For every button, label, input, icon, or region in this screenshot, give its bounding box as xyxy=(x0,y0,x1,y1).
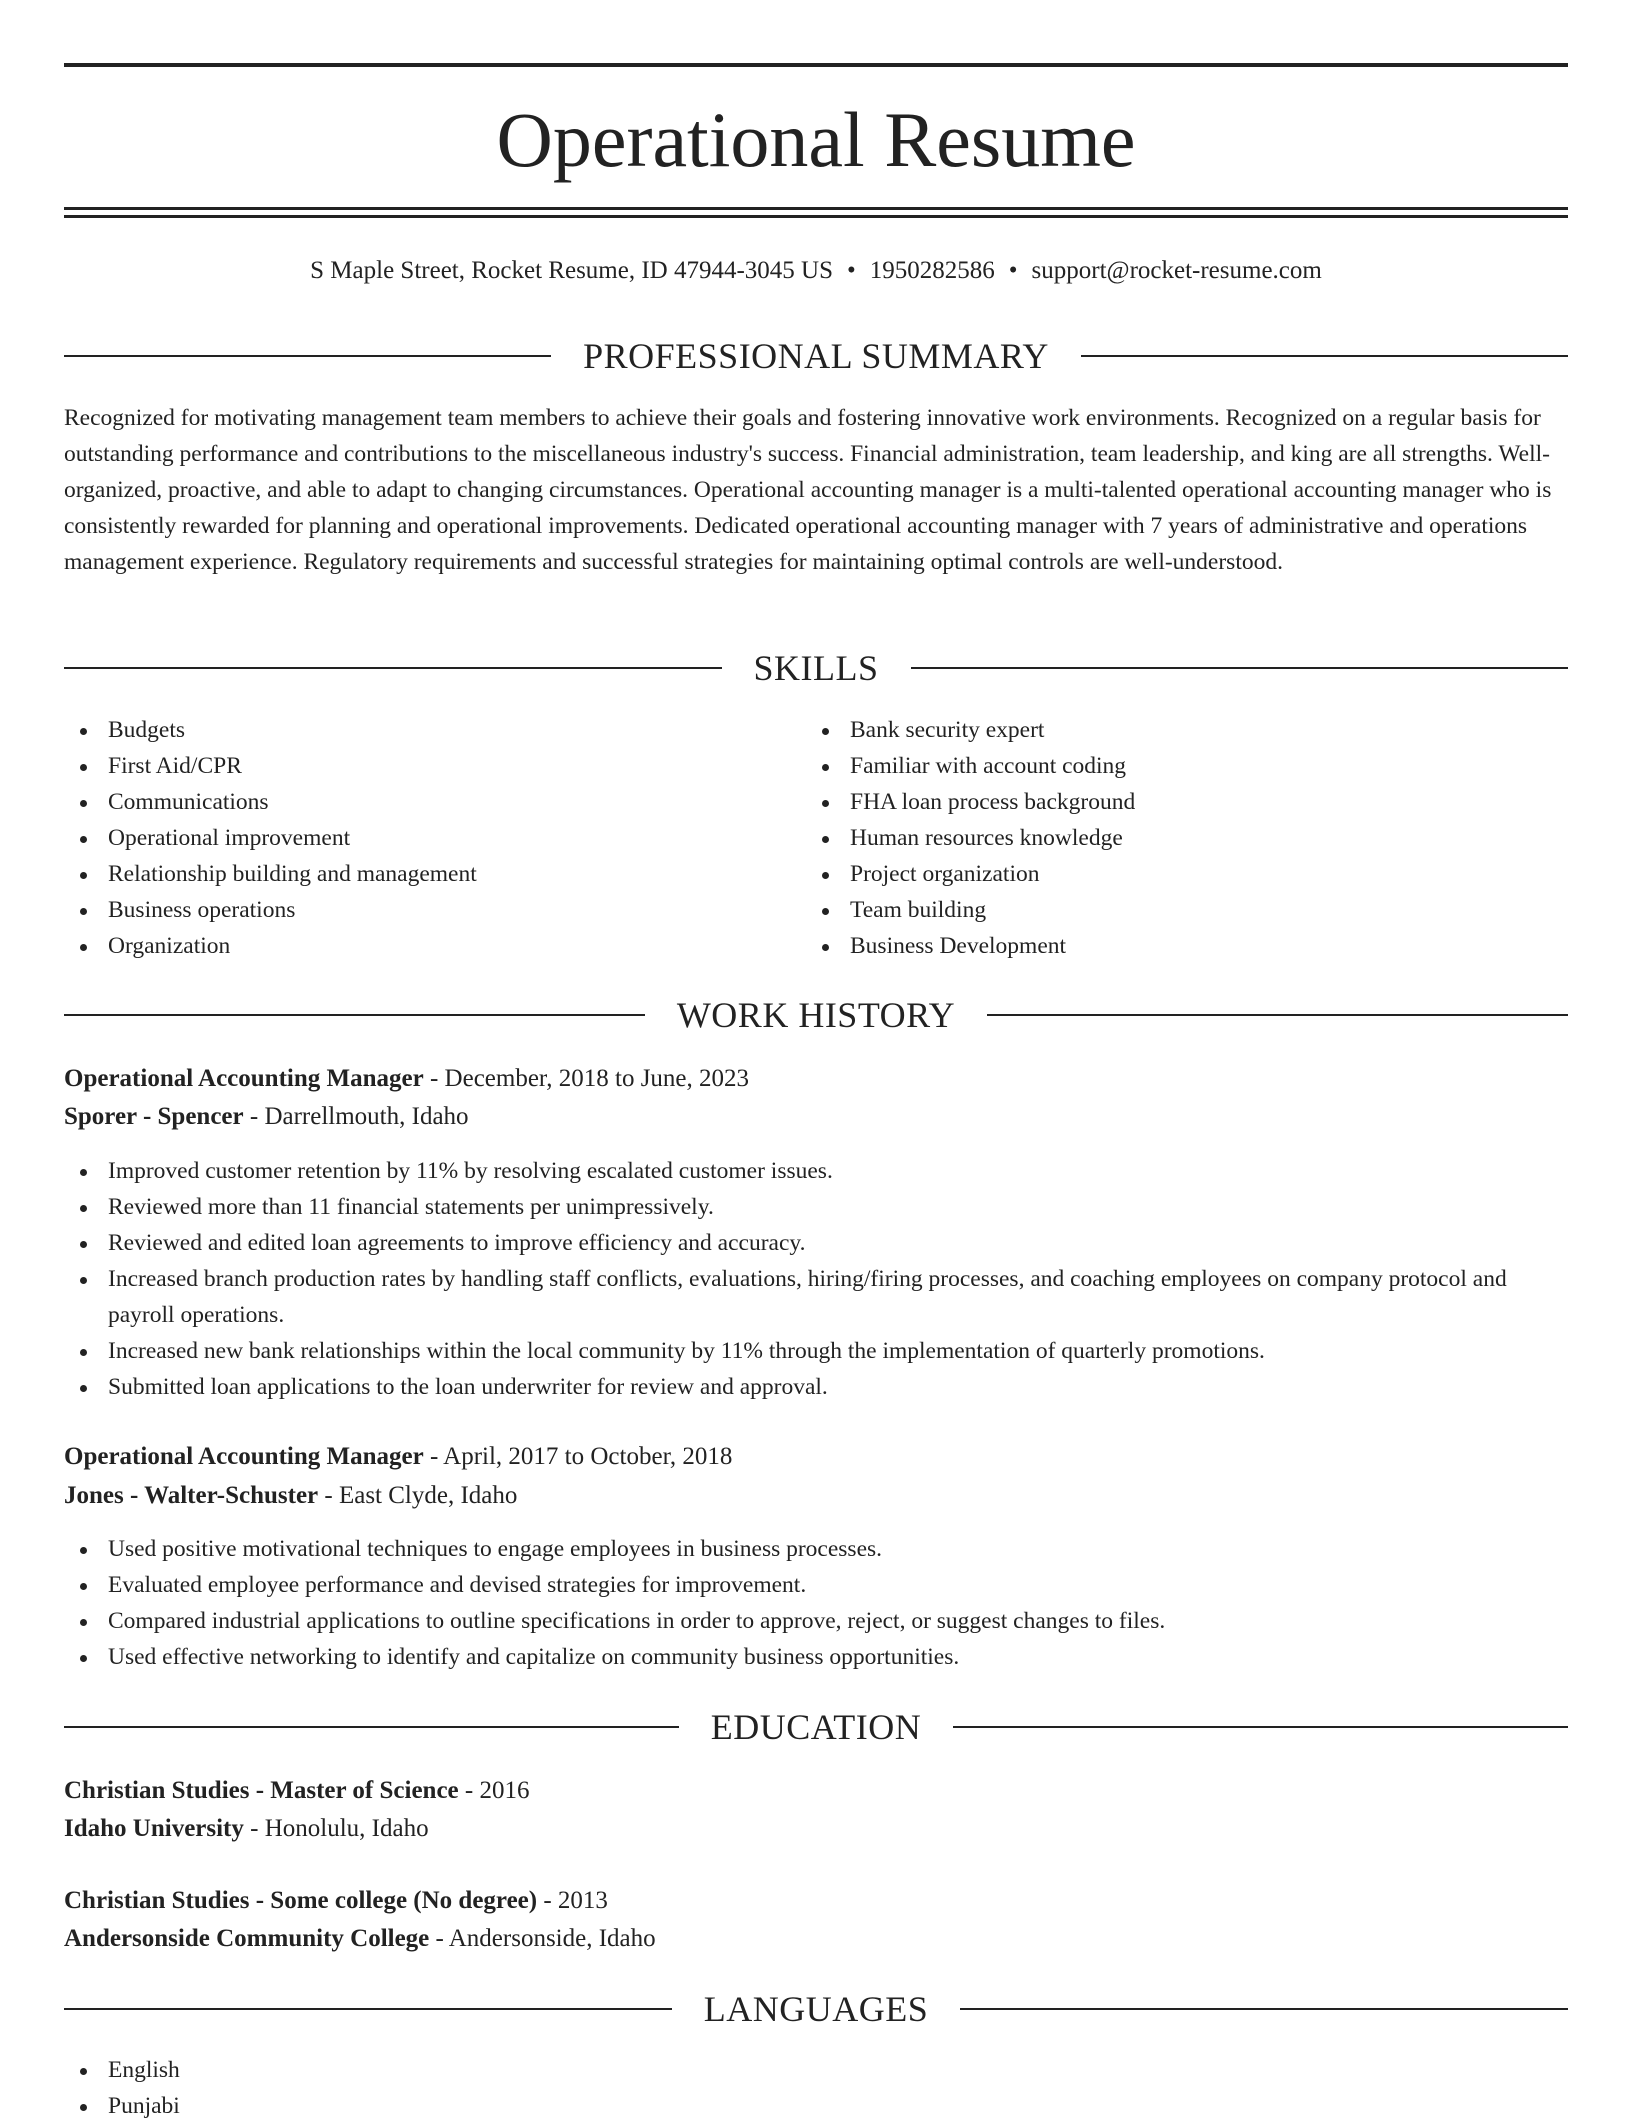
skill-item: Human resources knowledge xyxy=(806,820,1566,856)
heading-rule xyxy=(64,667,722,669)
title-rule-upper xyxy=(64,207,1568,210)
job-location: - Darrellmouth, Idaho xyxy=(243,1103,469,1130)
title-rule-lower xyxy=(64,215,1568,218)
languages-list xyxy=(64,2052,1568,2124)
section-heading-education xyxy=(64,1705,1568,1749)
section-heading-languages xyxy=(64,1987,1568,2031)
contact-separator: • xyxy=(1008,257,1018,284)
education-school-line xyxy=(64,1920,1568,1958)
job-company: Jones - Walter-Schuster xyxy=(64,1482,319,1509)
job-duty: Compared industrial applications to outline specifications in order to approve, reject, or suggest changes to files. xyxy=(64,1603,1568,1639)
summary-text: Recognized for motivating management team members to achieve their goals and fostering innovative work environments. Recognized on a regular basis for outstanding performance and contributions to the miscellaneous industry's success. Financial administration, team leadership, and king are all strengths. Well-organized, proactive, and able to adapt to changing circumstances. Operational accounting manager is a multi-talented operational accounting manager who is consistently rewarded for planning and operational improvements. Dedicated operational accounting manager with 7 years of administrative and operations management experience. Regulatory requirements and successful strategies for maintaining optimal controls are well-understood. xyxy=(64,405,1552,575)
job-duty: Reviewed and edited loan agreements to improve efficiency and accuracy. xyxy=(64,1225,1568,1261)
heading-rule xyxy=(987,1014,1568,1016)
education-degree-line xyxy=(64,1882,1568,1920)
heading-rule xyxy=(64,1726,679,1728)
top-rule xyxy=(64,63,1568,67)
skill-item: Organization xyxy=(64,928,804,964)
job-company-line xyxy=(64,1098,1568,1136)
heading-rule xyxy=(1081,355,1568,357)
education-degree-line xyxy=(64,1772,1568,1810)
skill-item: Project organization xyxy=(806,856,1566,892)
job-duties-list xyxy=(64,1153,1568,1405)
skill-item: Familiar with account coding xyxy=(806,748,1566,784)
skill-item: Business Development xyxy=(806,928,1566,964)
education-year: - 2013 xyxy=(537,1887,608,1914)
heading-rule xyxy=(64,2008,672,2010)
heading-label: PROFESSIONAL SUMMARY xyxy=(583,336,1049,376)
heading-label: EDUCATION xyxy=(710,1707,922,1747)
skill-item: Business operations xyxy=(64,892,804,928)
education-location: - Andersonside, Idaho xyxy=(429,1925,656,1952)
job-company-line xyxy=(64,1477,1568,1515)
job-duty: Reviewed more than 11 financial statements per unimpressively. xyxy=(64,1189,1568,1225)
education-degree: Christian Studies - Master of Science xyxy=(64,1777,459,1804)
job-dates: - April, 2017 to October, 2018 xyxy=(423,1443,733,1470)
job-title: Operational Accounting Manager xyxy=(64,1443,424,1470)
language-item: English xyxy=(64,2052,1568,2088)
skills-list-right xyxy=(806,712,1566,964)
section-heading-skills xyxy=(64,646,1568,690)
section-heading-work xyxy=(64,993,1568,1037)
skill-item: First Aid/CPR xyxy=(64,748,804,784)
heading-rule xyxy=(64,355,551,357)
contact-email: support@rocket-resume.com xyxy=(1031,257,1322,284)
heading-rule xyxy=(960,2008,1568,2010)
skill-item: Budgets xyxy=(64,712,804,748)
job-title: Operational Accounting Manager xyxy=(64,1065,424,1092)
education-degree: Christian Studies - Some college (No degree) xyxy=(64,1887,538,1914)
contact-address: S Maple Street, Rocket Resume, ID 47944-3045 US xyxy=(310,257,834,284)
job-duty: Increased new bank relationships within the local community by 11% through the implementation of quarterly promotions. xyxy=(64,1333,1568,1369)
skill-item: FHA loan process background xyxy=(806,784,1566,820)
skill-item: Relationship building and management xyxy=(64,856,804,892)
job-company: Sporer - Spencer xyxy=(64,1103,244,1130)
heading-label: WORK HISTORY xyxy=(676,995,956,1035)
job-duty: Evaluated employee performance and devised strategies for improvement. xyxy=(64,1567,1568,1603)
skills-list-left xyxy=(64,712,804,964)
education-school: Idaho University xyxy=(64,1815,244,1842)
contact-phone: 1950282586 xyxy=(869,257,995,284)
contact-line xyxy=(64,253,1568,289)
job-duty: Increased branch production rates by handling staff conflicts, evaluations, hiring/firing processes, and coaching employees on company protocol and payroll operations. xyxy=(64,1261,1568,1333)
job-dates: - December, 2018 to June, 2023 xyxy=(423,1065,750,1092)
job-title-line xyxy=(64,1438,1568,1476)
skill-item: Communications xyxy=(64,784,804,820)
education-school: Andersonside Community College xyxy=(64,1925,430,1952)
job-location: - East Clyde, Idaho xyxy=(318,1482,518,1509)
section-heading-summary xyxy=(64,334,1568,378)
contact-separator: • xyxy=(847,257,856,284)
heading-rule xyxy=(911,667,1569,669)
job-title-line xyxy=(64,1060,1568,1098)
skill-item: Operational improvement xyxy=(64,820,804,856)
education-location: - Honolulu, Idaho xyxy=(243,1815,429,1842)
heading-label: SKILLS xyxy=(753,648,879,688)
job-duties-list xyxy=(64,1531,1568,1675)
heading-label: LANGUAGES xyxy=(703,1989,929,2029)
education-year: - 2016 xyxy=(458,1777,530,1804)
heading-rule xyxy=(953,1726,1568,1728)
skill-item: Bank security expert xyxy=(806,712,1566,748)
page-title: Operational Resume xyxy=(496,96,1136,183)
job-duty: Used positive motivational techniques to engage employees in business processes. xyxy=(64,1531,1568,1567)
heading-rule xyxy=(64,1014,645,1016)
education-school-line xyxy=(64,1810,1568,1848)
language-item: Punjabi xyxy=(64,2088,1568,2124)
job-duty: Used effective networking to identify and capitalize on community business opportunities. xyxy=(64,1639,1568,1675)
job-duty: Submitted loan applications to the loan underwriter for review and approval. xyxy=(64,1369,1568,1405)
job-duty: Improved customer retention by 11% by resolving escalated customer issues. xyxy=(64,1153,1568,1189)
skill-item: Team building xyxy=(806,892,1566,928)
